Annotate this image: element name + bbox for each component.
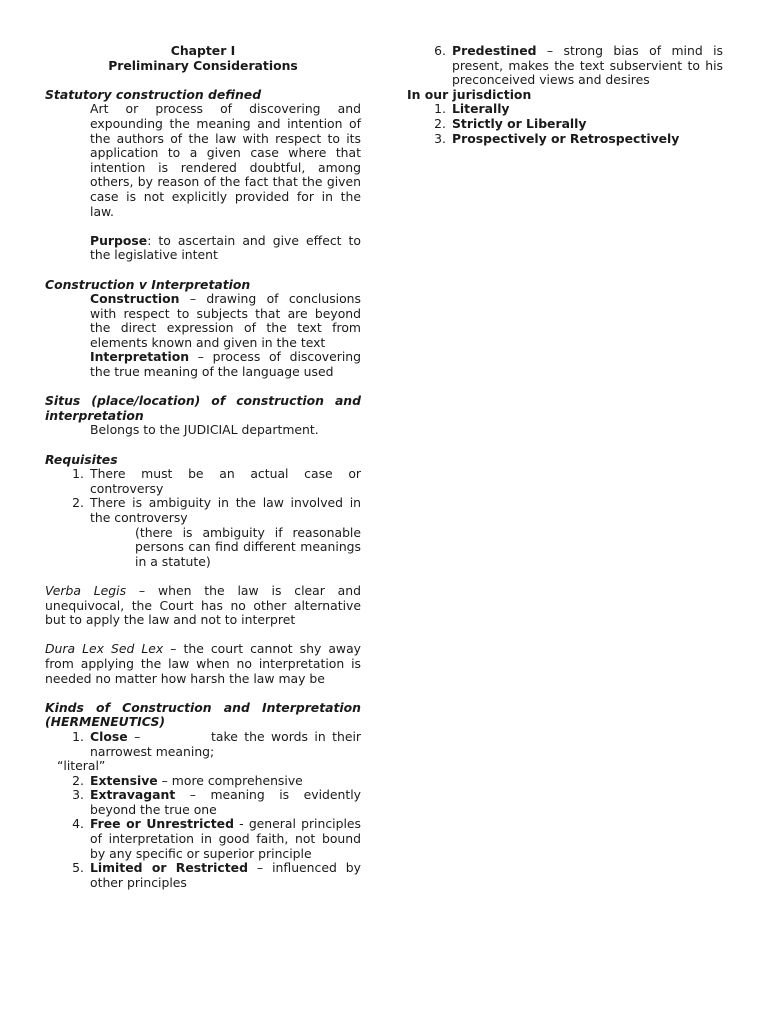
jurisdiction-heading: In our jurisdiction — [407, 86, 532, 102]
statutory-construction-definition: Art or process of discovering and expounding the meaning and intention of the authors of the law with respect to its application to a given case where that intention is rendered doubtful, among others, by reason of the fact that the given case is not explicitly provided for in the law. — [90, 101, 361, 219]
construction-definition — [45, 292, 361, 350]
jurisdiction-item: 2. Strictly or Liberally — [434, 115, 587, 131]
purpose-label: Purpose — [90, 232, 148, 248]
verba-legis-text: – when the law is clear and unequivocal, the Court has no other alternative but to apply the law and not to interpret — [45, 582, 361, 628]
kind-item: 2. Extensive – more comprehensive — [72, 772, 303, 788]
requisites-heading: Requisites — [45, 451, 118, 467]
kind-label: Limited or Restricted — [90, 860, 248, 876]
kind-label: Close — [90, 728, 128, 744]
requisite-item: 2. There is ambiguity in the law involved in the controversy — [72, 495, 361, 525]
left-column — [45, 43, 365, 890]
situs-heading: Situs (place/location) of construction and interpretation — [45, 393, 361, 423]
requisite-note: (there is ambiguity if reasonable persons can find different meanings in a statute) — [135, 524, 361, 569]
kind-item: 1. Close – take the words in their narrowest meaning; — [72, 728, 365, 759]
purpose-paragraph — [45, 234, 361, 263]
interpretation-text: – process of discovering the true meaning of the language used — [90, 349, 361, 380]
kinds-heading: Kinds of Construction and Interpretation (HERMENEUTICS) — [45, 699, 361, 730]
requisite-item: 1. There must be an actual case or controversy — [72, 466, 361, 496]
jurisdiction-item: 3. Prospectively or Retrospectively — [434, 130, 680, 146]
construction-text: – drawing of conclusions with respect to subjects that are beyond the direct expression of the text from elements known and given in the text — [90, 291, 361, 350]
literal-note: “literal” — [57, 758, 106, 774]
verba-legis-term: Verba Legis — [45, 582, 127, 598]
interpretation-definition — [45, 350, 361, 379]
kind-item: 5. Limited or Restricted – influenced by other principles — [72, 860, 361, 890]
dura-lex-paragraph — [45, 642, 361, 686]
purpose-text: : to ascertain and give effect to the legislative intent — [90, 232, 361, 263]
kind-item: 4. Free or Unrestricted - general principles of interpretation in good faith, not bound by any specific or superior principle — [72, 816, 361, 861]
construction-vs-interpretation-heading: Construction v Interpretation — [45, 276, 251, 292]
kind-label: Predestined — [452, 43, 537, 58]
verba-legis-paragraph — [45, 584, 361, 628]
jurisdiction-item: 1. Literally — [434, 101, 510, 117]
kind-label: Extravagant — [90, 787, 176, 803]
kind-label: Extensive — [90, 772, 158, 788]
chapter-number: Chapter I — [170, 43, 236, 58]
interpretation-label: Interpretation — [90, 349, 190, 365]
statutory-construction-heading: Statutory construction defined — [45, 86, 262, 102]
kind-item: 3. Extravagant – meaning is evidently beyond the true one — [72, 787, 361, 817]
construction-label: Construction — [90, 291, 180, 307]
dura-lex-text: – the court cannot shy away from applying the law when no interpretation is needed no matter how harsh the law may be — [45, 641, 361, 686]
right-column — [407, 44, 723, 146]
kind-label: Free or Unrestricted — [90, 816, 234, 832]
kind-item: 6. Predestined – strong bias of mind is present, makes the text subservient to his preconceived views and desires — [434, 43, 723, 88]
chapter-title: Preliminary Considerations — [108, 57, 298, 73]
dura-lex-term: Dura Lex Sed Lex — [45, 641, 164, 657]
situs-text: Belongs to the JUDICIAL department. — [90, 422, 319, 438]
